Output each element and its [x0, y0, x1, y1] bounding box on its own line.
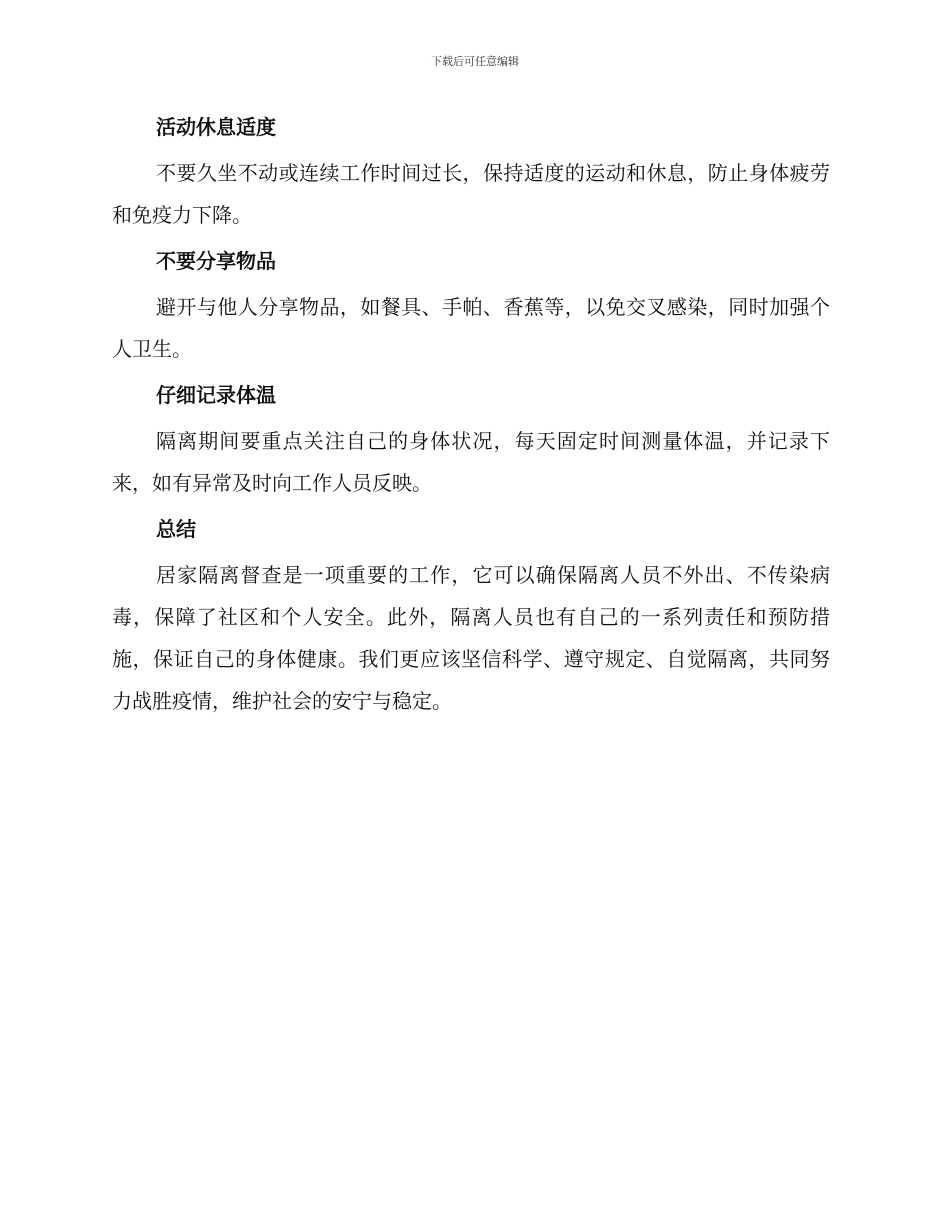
- section-heading: 不要分享物品: [156, 249, 276, 273]
- section-paragraph: 不要久坐不动或连续工作时间过长，保持适度的运动和休息，防止身体疲劳和免疫力下降。: [112, 161, 830, 227]
- section-heading: 仔细记录体温: [156, 383, 276, 407]
- section-heading: 总结: [156, 517, 196, 541]
- section-heading: 活动休息适度: [156, 115, 276, 139]
- page-header-note: 下载后可任意编辑: [431, 55, 519, 68]
- section-paragraph: 避开与他人分享物品，如餐具、手帕、香蕉等，以免交叉感染，同时加强个人卫生。: [112, 295, 830, 361]
- section-activity-rest: [112, 108, 830, 236]
- section-temperature-record: [112, 376, 830, 504]
- section-summary: [112, 510, 830, 722]
- section-paragraph: 隔离期间要重点关注自己的身体状况，每天固定时间测量体温，并记录下来，如有异常及时向工作人员反映。: [112, 429, 830, 495]
- document-body: [112, 108, 830, 728]
- section-paragraph: 居家隔离督查是一项重要的工作，它可以确保隔离人员不外出、不传染病毒，保障了社区和个人安全。此外，隔离人员也有自己的一系列责任和预防措施，保证自己的身体健康。我们更应该坚信科学、遵守规定、自觉隔离，共同努力战胜疫情，维护社会的安宁与稳定。: [112, 563, 830, 713]
- section-no-sharing: [112, 242, 830, 370]
